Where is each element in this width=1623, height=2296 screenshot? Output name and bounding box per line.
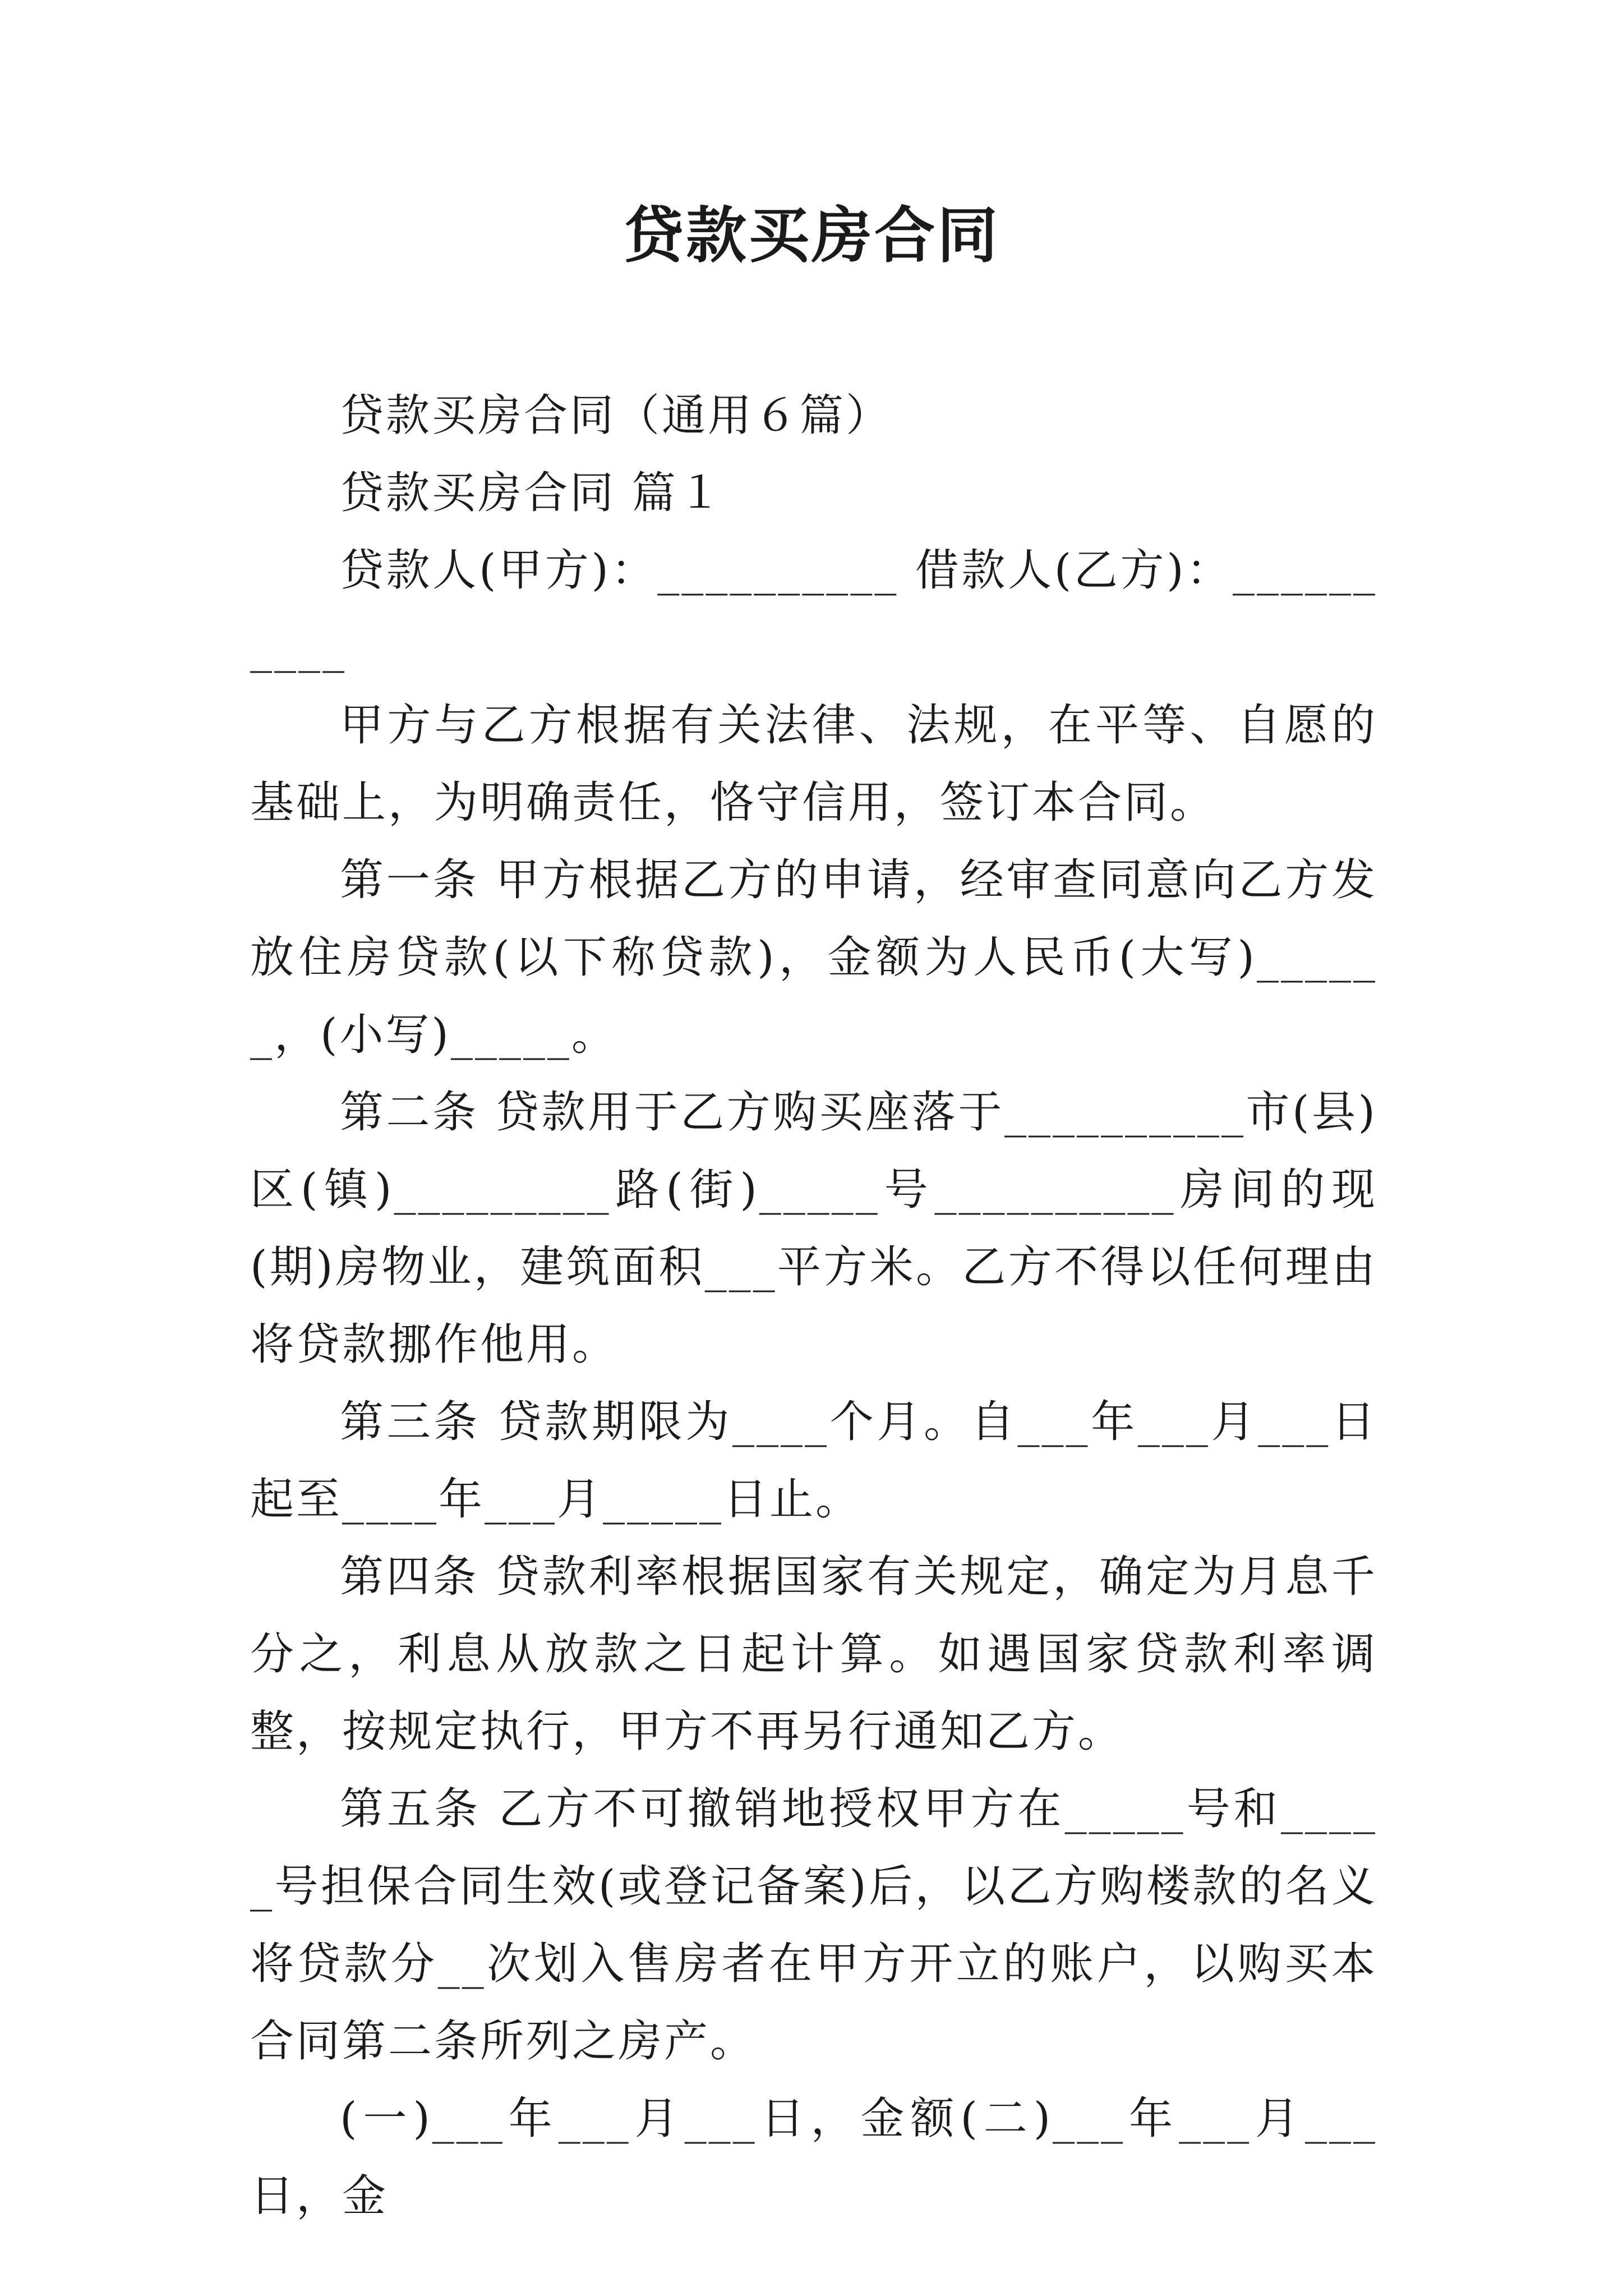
document-title: 贷款买房合同: [623, 200, 1000, 271]
paragraph-article-5: 第五条 乙方不可撤销地授权甲方在_____号和_____号担保合同生效(或登记备案)后，以乙方购楼款的名义将贷款分__次划入售房者在甲方开立的账户，以购买本合同第二条所列之房产。: [250, 1784, 1377, 2067]
paragraph-article-1: 第一条 甲方根据乙方的申请，经审查同意向乙方发放住房贷款(以下称贷款)，金额为人民币(大写)______，(小写)_____。: [250, 855, 1377, 1060]
paragraph-article-3: 第三条 贷款期限为____个月。自___年___月___日起至____年___月_____日止。: [250, 1397, 1377, 1525]
document-body: [250, 377, 1377, 2235]
paragraph-installments: (一)___年___月___日，金额(二)___年___月___日，金: [250, 2093, 1377, 2221]
paragraph-article-2: 第二条 贷款用于乙方购买座落于__________市(县)区(镇)_________路(街)_____号__________房间的现(期)房物业，建筑面积___平方米。乙方不得以任何理由将贷款挪作他用。: [250, 1087, 1377, 1370]
paragraph-preamble: 甲方与乙方根据有关法律、法规，在平等、自愿的基础上，为明确责任，恪守信用，签订本合同。: [250, 700, 1377, 828]
paragraph-section-heading: 贷款买房合同 篇１: [340, 468, 724, 518]
paragraph-parties: 贷款人(甲方)：__________ 借款人(乙方)：__________: [250, 545, 1377, 673]
paragraph-subtitle: 贷款买房合同（通用６篇）: [340, 390, 892, 441]
paragraph-article-4: 第四条 贷款利率根据国家有关规定，确定为月息千分之，利息从放款之日起计算。如遇国家贷款利率调整，按规定执行，甲方不再另行通知乙方。: [250, 1552, 1377, 1757]
